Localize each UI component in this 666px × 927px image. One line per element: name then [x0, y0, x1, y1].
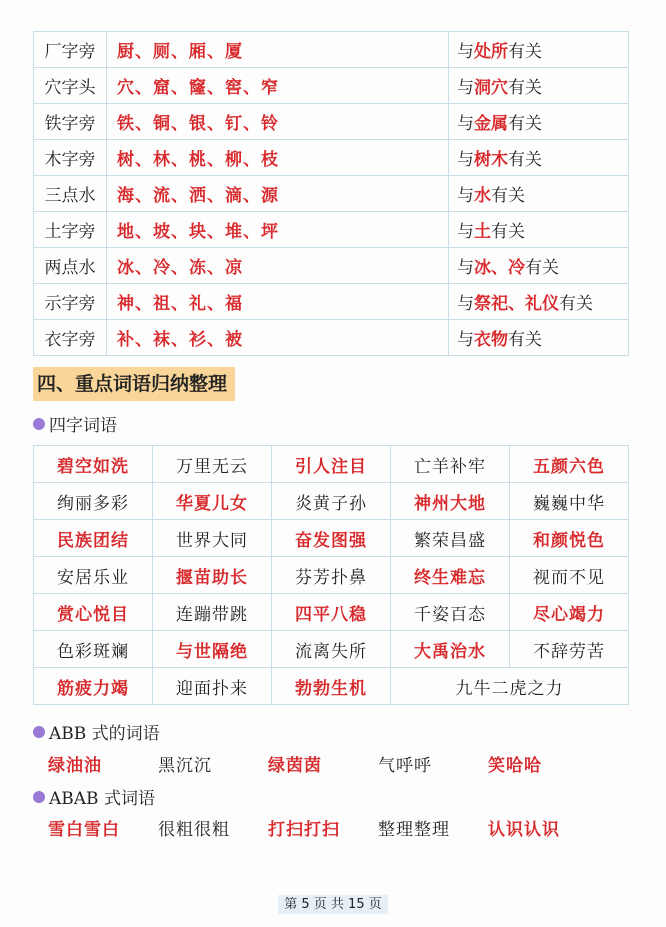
relation-suffix: 有关: [508, 114, 542, 134]
word-item: 笑哈哈: [488, 756, 542, 776]
radical-examples: 铁、铜、银、钉、铃: [107, 104, 449, 140]
radical-relation: [449, 68, 629, 104]
radical-examples: 神、祖、礼、福: [107, 284, 449, 320]
page-footer: [0, 893, 666, 912]
radical-examples: 厨、厕、厢、厦: [107, 32, 449, 68]
word-cell: 碧空如洗: [34, 446, 153, 483]
radical-examples: 树、林、桃、柳、枝: [107, 140, 449, 176]
radical-row: [34, 212, 629, 248]
relation-suffix: 有关: [491, 186, 525, 206]
radical-row: [34, 32, 629, 68]
radical-row: [34, 320, 629, 356]
section-title: 四、重点词语归纳整理: [33, 367, 235, 401]
word-cell: 神州大地: [391, 483, 510, 520]
word-cell: 民族团结: [34, 520, 153, 557]
abb-heading: [33, 719, 160, 744]
relation-keyword: 水: [474, 186, 491, 206]
radical-relation: [449, 176, 629, 212]
relation-keyword: 祭祀、礼仪: [474, 294, 559, 314]
word-row: [34, 446, 629, 483]
word-cell: 芬芳扑鼻: [272, 557, 391, 594]
word-cell: 不辞劳苦: [510, 631, 629, 668]
radical-category: 木字旁: [34, 140, 107, 176]
word-row: [34, 483, 629, 520]
word-cell: 千姿百态: [391, 594, 510, 631]
abb-label: ABB 式的词语: [49, 724, 160, 744]
word-cell: 万里无云: [153, 446, 272, 483]
word-cell: 九牛二虎之力: [391, 668, 629, 705]
word-cell: 大禹治水: [391, 631, 510, 668]
radical-examples: 冰、冷、冻、凉: [107, 248, 449, 284]
radical-category: 铁字旁: [34, 104, 107, 140]
relation-suffix: 有关: [508, 78, 542, 98]
word-cell: 巍巍中华: [510, 483, 629, 520]
radical-relation: [449, 320, 629, 356]
word-cell: 色彩斑斓: [34, 631, 153, 668]
word-cell: 筋疲力竭: [34, 668, 153, 705]
word-cell: 终生难忘: [391, 557, 510, 594]
radical-row: [34, 248, 629, 284]
radical-category: 三点水: [34, 176, 107, 212]
word-cell: 视而不见: [510, 557, 629, 594]
relation-keyword: 洞穴: [474, 78, 508, 98]
radical-category: 两点水: [34, 248, 107, 284]
relation-keyword: 冰、冷: [474, 258, 525, 278]
relation-prefix: 与: [457, 78, 474, 98]
word-cell: 亡羊补牢: [391, 446, 510, 483]
word-cell: 繁荣昌盛: [391, 520, 510, 557]
word-item: 雪白雪白: [48, 820, 120, 840]
word-cell: 和颜悦色: [510, 520, 629, 557]
relation-keyword: 衣物: [474, 330, 508, 350]
word-cell: 与世隔绝: [153, 631, 272, 668]
page-number: 第 5 页 共 15 页: [278, 895, 387, 914]
word-cell: 五颜六色: [510, 446, 629, 483]
radical-row: [34, 68, 629, 104]
word-cell: 华夏儿女: [153, 483, 272, 520]
radical-row: [34, 104, 629, 140]
word-row: [34, 594, 629, 631]
word-item: 绿油油: [48, 756, 102, 776]
word-item: 整理整理: [378, 820, 450, 840]
radical-examples: 补、袜、衫、被: [107, 320, 449, 356]
word-item: 气呼呼: [378, 756, 432, 776]
word-item: 很粗很粗: [158, 820, 230, 840]
word-cell: 四平八稳: [272, 594, 391, 631]
word-cell: 流离失所: [272, 631, 391, 668]
relation-suffix: 有关: [508, 150, 542, 170]
relation-prefix: 与: [457, 258, 474, 278]
relation-keyword: 土: [474, 222, 491, 242]
word-cell: 揠苗助长: [153, 557, 272, 594]
relation-prefix: 与: [457, 222, 474, 242]
radical-category: 土字旁: [34, 212, 107, 248]
relation-keyword: 处所: [474, 42, 508, 62]
abab-heading: [33, 784, 155, 809]
word-cell: 炎黄子孙: [272, 483, 391, 520]
abab-label: ABAB 式词语: [49, 789, 155, 809]
word-row: [34, 557, 629, 594]
radical-examples: 海、流、洒、滴、源: [107, 176, 449, 212]
radical-relation: [449, 284, 629, 320]
radical-table: [33, 31, 629, 356]
relation-prefix: 与: [457, 114, 474, 134]
relation-prefix: 与: [457, 42, 474, 62]
relation-keyword: 金属: [474, 114, 508, 134]
word-cell: 奋发图强: [272, 520, 391, 557]
radical-row: [34, 140, 629, 176]
relation-suffix: 有关: [508, 330, 542, 350]
word-cell: 迎面扑来: [153, 668, 272, 705]
relation-suffix: 有关: [491, 222, 525, 242]
radical-relation: [449, 212, 629, 248]
radical-category: 衣字旁: [34, 320, 107, 356]
word-item: 黑沉沉: [158, 756, 212, 776]
four-char-heading: [33, 411, 117, 436]
relation-prefix: 与: [457, 294, 474, 314]
bullet-dot-icon: [33, 418, 45, 430]
abab-word-list: [48, 815, 598, 840]
relation-prefix: 与: [457, 150, 474, 170]
word-cell: 引人注目: [272, 446, 391, 483]
word-cell: 绚丽多彩: [34, 483, 153, 520]
word-cell: 勃勃生机: [272, 668, 391, 705]
relation-prefix: 与: [457, 330, 474, 350]
radical-examples: 穴、窟、窿、窖、窄: [107, 68, 449, 104]
word-cell: 连蹦带跳: [153, 594, 272, 631]
radical-category: 穴字头: [34, 68, 107, 104]
radical-relation: [449, 104, 629, 140]
word-row: [34, 520, 629, 557]
radical-row: [34, 176, 629, 212]
bullet-dot-icon: [33, 726, 45, 738]
word-item: 认识认识: [488, 820, 560, 840]
relation-prefix: 与: [457, 186, 474, 206]
word-cell: 世界大同: [153, 520, 272, 557]
word-row: [34, 631, 629, 668]
radical-examples: 地、坡、块、堆、坪: [107, 212, 449, 248]
radical-relation: [449, 248, 629, 284]
relation-suffix: 有关: [508, 42, 542, 62]
word-cell: 安居乐业: [34, 557, 153, 594]
abb-word-list: [48, 751, 598, 776]
word-row: [34, 668, 629, 705]
radical-relation: [449, 32, 629, 68]
word-cell: 尽心竭力: [510, 594, 629, 631]
word-item: 打扫打扫: [268, 820, 340, 840]
word-cell: 赏心悦目: [34, 594, 153, 631]
relation-suffix: 有关: [525, 258, 559, 278]
bullet-dot-icon: [33, 791, 45, 803]
four-char-label: 四字词语: [49, 416, 117, 436]
relation-keyword: 树木: [474, 150, 508, 170]
radical-category: 厂字旁: [34, 32, 107, 68]
four-char-table: [33, 445, 629, 705]
radical-row: [34, 284, 629, 320]
radical-category: 示字旁: [34, 284, 107, 320]
radical-relation: [449, 140, 629, 176]
relation-suffix: 有关: [559, 294, 593, 314]
word-item: 绿茵茵: [268, 756, 322, 776]
